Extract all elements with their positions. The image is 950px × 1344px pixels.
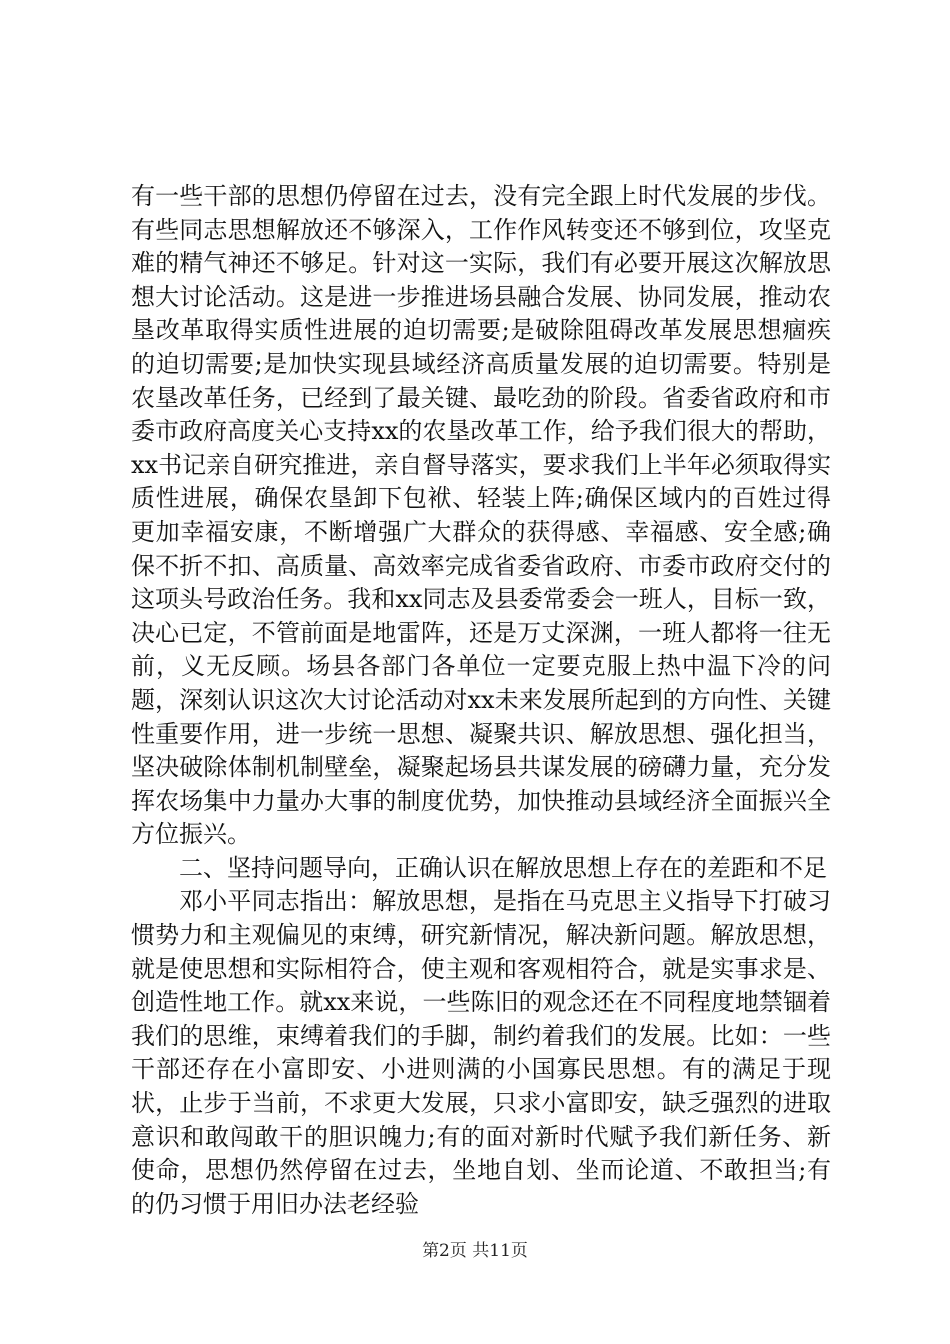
document-body — [131, 180, 831, 1221]
paragraph-1: 有一些干部的思想仍停留在过去，没有完全跟上时代发展的步伐。有些同志思想解放还不够深入，工作作风转变还不够到位，攻坚克难的精气神还不够足。针对这一实际，我们有必要开展这次解放思想大讨论活动。这是进一步推进场县融合发展、协同发展，推动农垦改革取得实质性进展的迫切需要;是破除阻碍改革发展思想痼疾的迫切需要;是加快实现县域经济高质量发展的迫切需要。特别是农垦改革任务，已经到了最关键、最吃劲的阶段。省委省政府和市委市政府高度关心支持xx的农垦改革工作，给予我们很大的帮助，xx书记亲自研究推进，亲自督导落实，要求我们上半年必须取得实质性进展，确保农垦卸下包袱、轻装上阵;确保区域内的百姓过得更加幸福安康，不断增强广大群众的获得感、幸福感、安全感;确保不折不扣、高质量、高效率完成省委省政府、市委市政府交付的这项头号政治任务。我和xx同志及县委常委会一班人，目标一致，决心已定，不管前面是地雷阵，还是万丈深渊，一班人都将一往无前，义无反顾。场县各部门各单位一定要克服上热中温下冷的问题，深刻认识这次大讨论活动对xx未来发展所起到的方向性、关键性重要作用，进一步统一思想、凝聚共识、解放思想、强化担当，坚决破除体制机制壁垒，凝聚起场县共谋发展的磅礴力量，充分发挥农场集中力量办大事的制度优势，加快推动县域经济全面振兴全方位振兴。 — [131, 182, 831, 849]
section-heading-2: 二、坚持问题导向，正确认识在解放思想上存在的差距和不足 — [179, 853, 827, 882]
page-footer: 第2页 共11页 — [422, 1241, 528, 1261]
paragraph-3: 邓小平同志指出：解放思想，是指在马克思主义指导下打破习惯势力和主观偏见的束缚，研究新情况，解决新问题。解放思想，就是使思想和实际相符合，使主观和客观相符合，就是实事求是、创造性地工作。就xx来说，一些陈旧的观念还在不同程度地禁锢着我们的思维，束缚着我们的手脚，制约着我们的发展。比如：一些干部还存在小富即安、小进则满的小国寡民思想。有的满足于现状，止步于当前，不求更大发展，只求小富即安，缺乏强烈的进取意识和敢闯敢干的胆识魄力;有的面对新时代赋予我们新任务、新使命，思想仍然停留在过去，坐地自划、坐而论道、不敢担当;有的仍习惯于用旧办法老经验 — [131, 887, 831, 1218]
